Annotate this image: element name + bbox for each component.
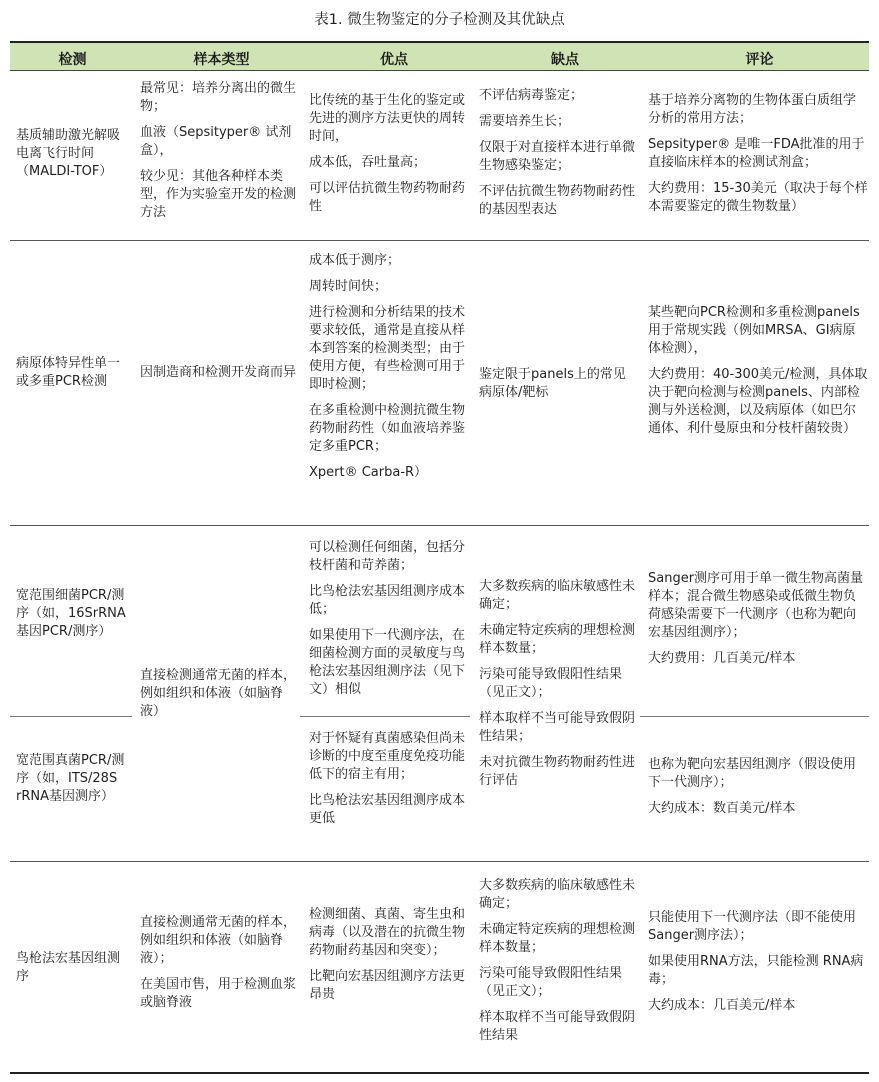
list-item: 如果使用RNA方法，只能检测 RNA病毒； (648, 954, 864, 987)
row2-test: 病原体特异性单一或多重PCR检测 (16, 356, 121, 389)
list-item: 某些靶向PCR检测和多重检测panels用于常规实践（例如MRSA、GI病原体检测）， (648, 305, 860, 356)
list-item: 比鸟枪法宏基因组测序成本低； (309, 584, 466, 617)
row2-cons (479, 366, 635, 410)
list-item: 血液（Sepsityper® 试剂盒）， (140, 125, 292, 158)
row1-comments (648, 92, 868, 224)
list-item: 在多重检测中检测抗微生物药物耐药性（如血液培养鉴定多重PCR； (309, 403, 466, 454)
list-item: 不评估病毒鉴定； (479, 88, 584, 103)
row4-pros (309, 906, 467, 1012)
table-header (10, 41, 869, 71)
row4-cons (479, 877, 635, 1053)
list-item: 最常见：培养分离出的微生物； (140, 81, 297, 114)
list-item: 在美国市售，用于检测血浆或脑脊液 (140, 977, 297, 1010)
row3-sample (140, 667, 300, 729)
list-item: 大多数疾病的临床敏感性未确定； (479, 878, 636, 911)
sub-row-divider (640, 716, 869, 717)
row3a-pros (309, 539, 467, 707)
list-item: 大约费用：40-300美元/检测，具体取决于靶向检测与检测panels、内部检测与外送检测，以及病原体（如巴尔通体、利什曼原虫和分枝杆菌较贵） (648, 367, 868, 436)
row3a-test: 宽范围细菌PCR/测序（如，16SrRNA基因PCR/测序） (16, 588, 126, 639)
list-item: 仅限于对直接样本进行单微生物感染鉴定； (479, 140, 636, 173)
row1-test: 基质辅助激光解吸电离飞行时间（MALDI-TOF） (16, 128, 121, 179)
list-item: 对于怀疑有真菌感染但尚未诊断的中度至重度免疫功能低下的宿主有用； (309, 731, 466, 782)
list-item: 直接检测通常无菌的样本，例如组织和体液（如脑脊液）； (140, 915, 297, 966)
row4-comments (648, 909, 868, 1023)
list-item: 周转时间快； (309, 279, 388, 294)
header-sample: 样本类型 (193, 52, 250, 68)
row-divider (10, 240, 869, 241)
list-item: 大约成本：几百美元/样本 (648, 998, 796, 1013)
row2-comments (648, 304, 868, 446)
list-item: 未确定特定疾病的理想检测样本数量； (479, 922, 636, 955)
list-item: 如果使用下一代测序法，在细菌检测方面的灵敏度与鸟枪法宏基因组测序法（见下文）相似 (309, 628, 466, 697)
list-item: 成本低于测序； (309, 253, 401, 268)
list-item: 比靶向宏基因组测序方法更昂贵 (309, 969, 466, 1002)
list-item: 污染可能导致假阳性结果（见正文）； (479, 966, 623, 999)
row3a-comments (648, 570, 868, 676)
list-item: 因制造商和检测开发商而异 (140, 365, 297, 380)
row1-pros (309, 92, 467, 224)
header-pros: 优点 (380, 52, 408, 68)
list-item: 进行检测和分析结果的技术要求较低，通常是直接从样本到答案的检测类型；由于使用方便，有些检测可用于即时检测； (309, 305, 466, 392)
row-divider (10, 525, 869, 526)
list-item: 大约费用：15-30美元（取决于每个样本需要鉴定的微生物数量） (648, 181, 868, 214)
row2-pros (309, 252, 467, 490)
sub-row-divider (10, 716, 132, 717)
list-item: 未对抗微生物药物耐药性进行评估 (479, 755, 636, 788)
list-item: 样本取样不当可能导致假阴性结果； (479, 711, 636, 744)
list-item: 需要培养生长； (479, 114, 571, 129)
list-item: 鉴定限于panels上的常见病原体/靶标 (479, 367, 626, 400)
list-item: Sanger测序可用于单一微生物高菌量样本；混合微生物感染或低微生物负荷感染需要下一代测序（也称为靶向宏基因组测序）； (648, 571, 864, 640)
list-item: 比传统的基于生化的鉴定或先进的测序方法更快的周转时间， (309, 93, 466, 144)
row1-sample (140, 80, 300, 230)
list-item: 较少见：其他各种样本类型，作为实验室开发的检测方法 (140, 169, 297, 220)
table-title: 表1. 微生物鉴定的分子检测及其优缺点 (314, 12, 565, 28)
row3b-comments (648, 756, 868, 826)
list-item: 也称为靶向宏基因组测序（假设使用下一代测序）； (648, 757, 857, 790)
list-item: 大多数疾病的临床敏感性未确定； (479, 579, 636, 612)
list-item: 大约成本：数百美元/样本 (648, 801, 796, 816)
header-test: 检测 (58, 52, 87, 68)
list-item: Xpert® Carba-R） (309, 465, 428, 480)
list-item: 可以检测任何细菌，包括分枝杆菌和苛养菌； (309, 540, 466, 573)
row3-cons (479, 578, 635, 798)
row3b-test: 宽范围真菌PCR/测序（如，ITS/28S rRNA基因测序） (16, 753, 125, 804)
list-item: 成本低，吞吐量高； (309, 155, 427, 170)
row2-sample (140, 364, 300, 390)
header-comments: 评论 (745, 52, 774, 68)
list-item: 只能使用下一代测序法（即不能使用Sanger测序法）； (648, 910, 857, 943)
list-item: 不评估抗微生物药物耐药性的基因型表达 (479, 184, 636, 217)
list-item: 未确定特定疾病的理想检测样本数量； (479, 623, 636, 656)
sub-row-divider (300, 716, 470, 717)
list-item: 可以评估抗微生物药物耐药性 (309, 181, 466, 214)
row-divider (10, 861, 869, 862)
row1-cons (479, 87, 635, 227)
row4-sample (140, 914, 300, 1020)
list-item: 大约费用：几百美元/样本 (648, 651, 796, 666)
row3b-pros (309, 730, 467, 836)
list-item: 样本取样不当可能导致假阴性结果 (479, 1010, 636, 1043)
list-item: 检测细菌、真菌、寄生虫和病毒（以及潜在的抗微生物药物耐药基因和突变）； (309, 907, 466, 958)
table-bottom-rule (10, 1072, 869, 1074)
header-cons: 缺点 (551, 52, 579, 68)
list-item: 直接检测通常无菌的样本，例如组织和体液（如脑脊液） (140, 668, 297, 719)
list-item: 比鸟枪法宏基因组测序成本更低 (309, 793, 466, 826)
list-item: Sepsityper® 是唯一FDA批准的用于直接临床样本的检测试剂盒； (648, 137, 865, 170)
row4-test: 鸟枪法宏基因组测序 (16, 951, 121, 984)
list-item: 基于培养分离物的生物体蛋白质组学分析的常用方法； (648, 93, 857, 126)
list-item: 污染可能导致假阳性结果（见正文）； (479, 667, 623, 700)
